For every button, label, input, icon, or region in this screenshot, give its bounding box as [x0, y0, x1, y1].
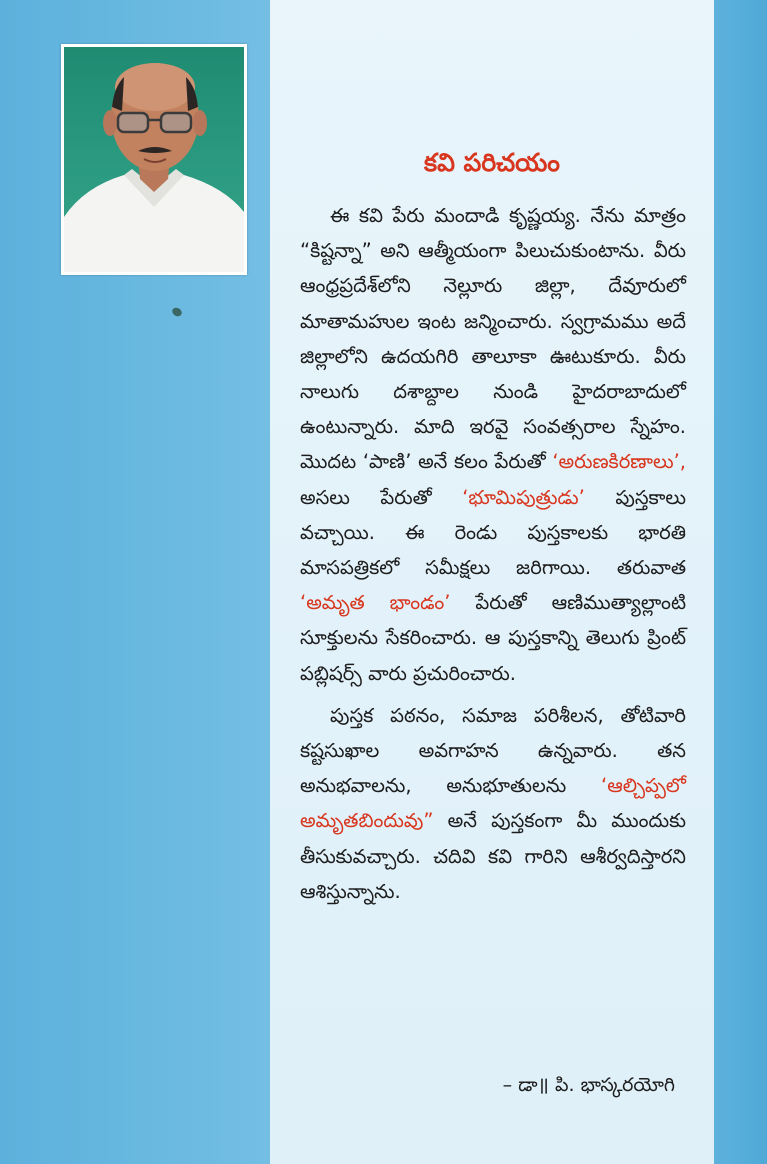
- paragraph1-text-1: ఈ కవి పేరు మందాడి కృష్ణయ్య. నేను మాత్రం “కిష్టన్నా” అని ఆత్మీయంగా పిలుచుకుంటాను. వీరు ఆంధ్రప్రదేశ్‌లోని నెల్లూరు జిల్లా, దేవూరులో మాతామహుల ఇంట జన్మించారు. స్వగ్రామము అదే జిల్లాలోని ఉదయగిరి తాలూకా ఊటుకూరు. వీరు నాలుగు దశాబ్దాల నుండి హైదరాబాదులో ఉంటున్నారు. మాది ఇరవై సంవత్సరాల స్నేహం. మొదట ‘పాణి’ అనే కలం పేరుతో: [300, 204, 686, 474]
- portrait-illustration: [64, 47, 244, 272]
- page-title: కవి పరిచయం: [424, 148, 560, 177]
- right-cover-strip: [714, 0, 767, 1164]
- paragraph2-text-1: పుస్తక పఠనం, సమాజ పరిశీలన, తోటివారి కష్టసుఖాల అవగాహన ఉన్నవారు. తన అనుభవాలను, అనుభూతులను: [300, 703, 686, 798]
- author-introduction: [300, 198, 686, 909]
- book-title-arunakiranalu: ‘అరుణకిరణాలు’,: [552, 450, 686, 474]
- intro-paragraph-1: [300, 198, 686, 691]
- paragraph2-text-2: అనే పుస్తకంగా మీ ముందుకు తీసుకువచ్చారు. చదివి కవి గారిని ఆశీర్వదిస్తారని ఆశిస్తున్నాను.: [300, 809, 686, 903]
- book-title-alchippalo-amrutabinduvu: ‘ఆల్చిప్పలో అమృతబిందువు”: [300, 774, 686, 833]
- author-photo: [61, 44, 247, 275]
- paragraph1-text-2: అసలు పేరుతో: [300, 485, 463, 509]
- author-signature: – డా॥ పి. భాస్కరయోగి: [502, 1074, 675, 1096]
- book-title-amruta-bhandam: ‘అమృత భాండం’: [300, 591, 451, 615]
- author-portrait-image: [64, 47, 244, 272]
- paragraph1-text-4: పేరుతో ఆణిముత్యాల్లాంటి సూక్తులను సేకరించారు. ఆ పుస్తకాన్ని తెలుగు ప్రింట్ పబ్లిషర్స్ వారు ప్రచురించారు.: [300, 591, 687, 685]
- paragraph1-text-3: పుస్తకాలు వచ్చాయి. ఈ రెండు పుస్తకాలకు భారతి మాసపత్రికలో సమీక్షలు జరిగాయి. తరువాత: [300, 485, 687, 580]
- book-title-bhoomiputrudu: ‘భూమిపుత్రుడు’: [462, 485, 585, 509]
- intro-paragraph-2: [300, 698, 686, 909]
